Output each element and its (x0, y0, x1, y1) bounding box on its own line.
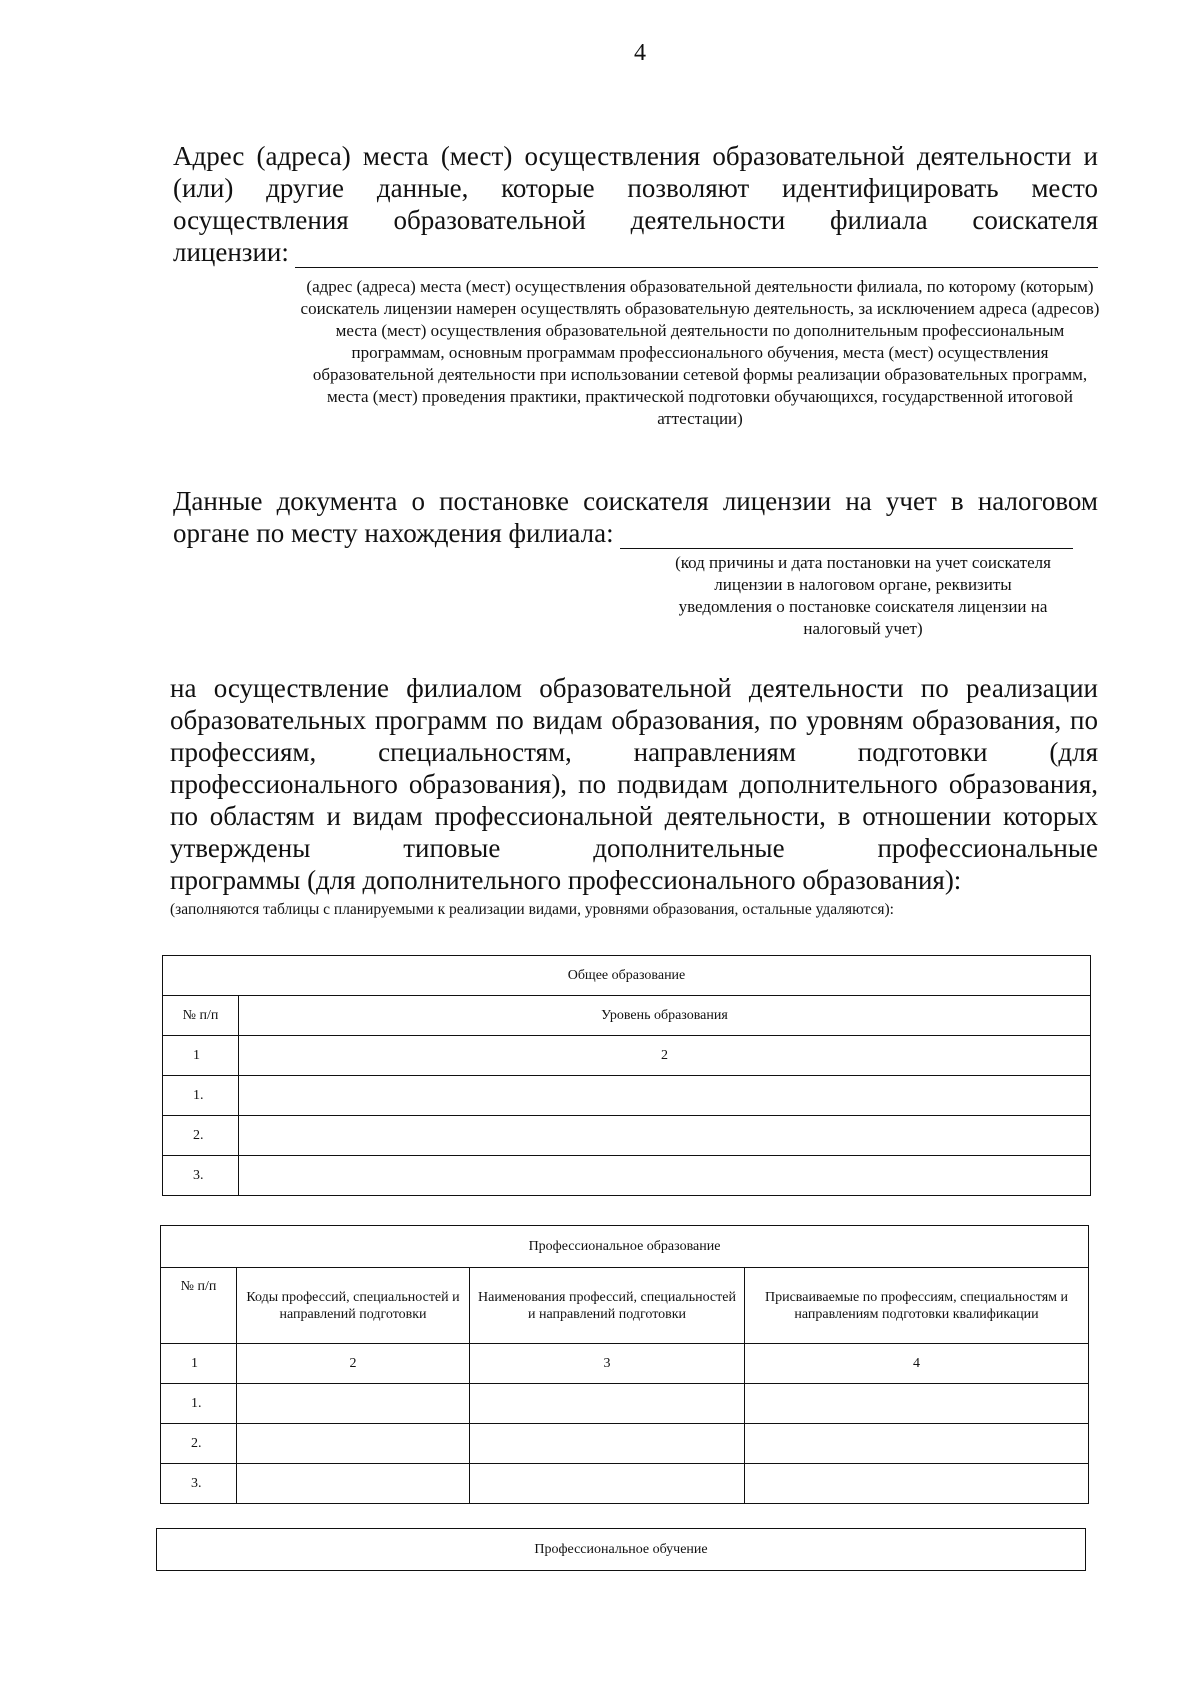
activity-text-end: программы (для дополнительного профессионального образования): (170, 865, 962, 895)
address-note: (адрес (адреса) места (мест) осуществления образовательной деятельности филиала, по которому (которым) соискатель лицензии намерен осуществлять образовательную деятельность, за исключением адреса (адресов) места (мест) осуществления образовательной деятельности по дополнительным профессиональным программам, основным программам профессионального обучения, места (мест) осуществления образовательной деятельности при использовании сетевой формы реализации образовательных программ, места (мест) проведения практики, практической подготовки обучающихся, государственной итоговой аттестации) (300, 277, 1100, 428)
education-level-cell[interactable] (239, 1116, 1091, 1156)
header-names: Наименования профессий, специальностей и направлений подготовки (470, 1268, 745, 1344)
col-number: 1 (163, 1036, 239, 1076)
table-row (161, 1384, 1089, 1424)
qualifications-cell[interactable] (745, 1384, 1089, 1424)
tax-blank-line[interactable] (620, 522, 1073, 549)
table-row (163, 1076, 1091, 1116)
col-number: 2 (239, 1036, 1091, 1076)
professional-training-title: Профессиональное обучение (157, 1529, 1086, 1571)
names-cell[interactable] (470, 1384, 745, 1424)
table-row (161, 1424, 1089, 1464)
header-qualifications: Присваиваемые по профессиям, специальностям и направлениям подготовки квалификации (745, 1268, 1089, 1344)
address-fill-row (173, 236, 1098, 268)
row-number: 1. (161, 1384, 237, 1424)
address-label-end: лицензии: (173, 237, 289, 267)
col-number: 3 (470, 1344, 745, 1384)
professional-education-table (160, 1225, 1089, 1504)
row-number: 3. (163, 1156, 239, 1196)
tax-label-line2: органе по месту нахождения филиала: (173, 518, 614, 548)
general-education-title: Общее образование (163, 956, 1091, 996)
header-number: № п/п (161, 1268, 237, 1344)
col-number: 2 (237, 1344, 470, 1384)
qualifications-cell[interactable] (745, 1464, 1089, 1504)
col-number: 4 (745, 1344, 1089, 1384)
names-cell[interactable] (470, 1424, 745, 1464)
codes-cell[interactable] (237, 1464, 470, 1504)
address-blank-line[interactable] (295, 241, 1098, 268)
professional-education-title: Профессиональное образование (161, 1226, 1089, 1268)
col-number: 1 (161, 1344, 237, 1384)
address-label: Адрес (адреса) места (мест) осуществления образовательной деятельности и (или) другие данные, которые позволяют идентифицировать место осуществления образовательной деятельности филиала соискателя (173, 141, 1098, 235)
qualifications-cell[interactable] (745, 1424, 1089, 1464)
table-row (163, 1116, 1091, 1156)
header-education-level: Уровень образования (239, 996, 1091, 1036)
row-number: 3. (161, 1464, 237, 1504)
table-row (161, 1464, 1089, 1504)
tax-fill-row (173, 517, 1073, 549)
activity-text: на осуществление филиалом образовательной деятельности по реализации образовательных программ по видам образования, по уровням образования, по профессиям, специальностям, направлениям подготовки (для профессионального образования), по подвидам дополнительного образования, по областям и видам профессиональной деятельности, в отношении которых утверждены типовые дополнительные профессиональные (170, 673, 1098, 863)
general-education-table (162, 955, 1091, 1196)
header-number: № п/п (163, 996, 239, 1036)
tax-note: (код причины и дата постановки на учет соискателя лицензии в налоговом органе, реквизиты уведомления о постановке соискателя лицензии на налоговый учет) (675, 553, 1051, 638)
table-row (163, 1156, 1091, 1196)
header-codes: Коды профессий, специальностей и направлений подготовки (237, 1268, 470, 1344)
row-number: 1. (163, 1076, 239, 1116)
page-number: 4 (634, 40, 646, 66)
codes-cell[interactable] (237, 1384, 470, 1424)
tax-label-line1: Данные документа о постановке соискателя лицензии на учет в налоговом (173, 486, 1098, 516)
row-number: 2. (163, 1116, 239, 1156)
codes-cell[interactable] (237, 1424, 470, 1464)
names-cell[interactable] (470, 1464, 745, 1504)
education-level-cell[interactable] (239, 1156, 1091, 1196)
education-level-cell[interactable] (239, 1076, 1091, 1116)
professional-training-table (156, 1528, 1086, 1571)
table-instruction: (заполняются таблицы с планируемыми к реализации видами, уровнями образования, остальные удаляются): (170, 901, 894, 918)
row-number: 2. (161, 1424, 237, 1464)
